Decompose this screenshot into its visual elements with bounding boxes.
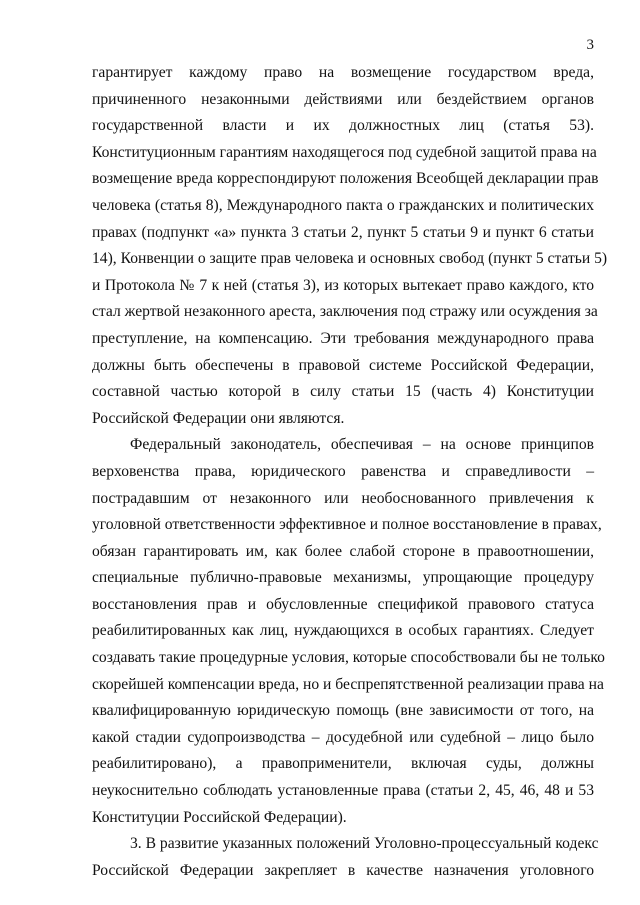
text-line: обязан гарантировать им, как более слабой стороне в правоотношении,: [92, 542, 594, 560]
text-line: какой стадии судопроизводства – досудебной или судебной – лицо было: [92, 728, 594, 746]
text-line: неукоснительно соблюдать установленные права (статьи 2, 45, 46, 48 и 53: [92, 782, 594, 800]
text-line: возмещение вреда корреспондируют положения Всеобщей декларации прав: [92, 170, 599, 188]
text-line: верховенства права, юридического равенства и справедливости –: [92, 462, 594, 480]
text-line: специальные публично-правовые механизмы, упрощающие процедуру: [92, 569, 594, 587]
text-line: должны быть обеспечены в правовой системе Российской Федерации,: [92, 356, 594, 374]
text-line: преступление, на компенсацию. Эти требования международного права: [92, 329, 594, 347]
text-line: восстановления прав и обусловленные спецификой правового статуса: [92, 595, 594, 613]
text-line: реабилитированных как лиц, нуждающихся в особых гарантиях. Следует: [92, 622, 594, 640]
text-line: пострадавшим от незаконного или необоснованного привлечения к: [92, 489, 594, 507]
text-line: Конституции Российской Федерации).: [92, 808, 347, 826]
text-line: Конституционным гарантиям находящегося под судебной защитой права на: [92, 143, 597, 161]
text-line: создавать такие процедурные условия, которые способствовали бы не только: [92, 649, 605, 667]
text-line: Российской Федерации закрепляет в качестве назначения уголовного: [92, 861, 594, 879]
text-line: 3. В развитие указанных положений Уголовно-процессуальный кодекс: [130, 835, 599, 853]
paragraph-3: [92, 831, 599, 884]
text-line: Российской Федерации они являются.: [92, 409, 345, 427]
text-line: стал жертвой незаконного ареста, заключения под стражу или осуждения за: [92, 303, 598, 321]
text-line: 14), Конвенции о защите прав человека и основных свобод (пункт 5 статьи 5): [92, 250, 608, 268]
text-line: и Протокола № 7 к ней (статья 3), из которых вытекает право каждого, кто: [92, 276, 594, 294]
text-line: уголовной ответственности эффективное и полное восстановление в правах,: [92, 516, 602, 534]
text-line: Федеральный законодатель, обеспечивая – на основе принципов: [130, 436, 594, 454]
text-line: причиненного незаконными действиями или бездействием органов: [92, 90, 594, 108]
text-line: гарантирует каждому право на возмещение государством вреда,: [92, 64, 594, 81]
page-number: 3: [586, 37, 594, 53]
text-line: реабилитировано), а правоприменители, включая суды, должны: [92, 755, 594, 773]
text-line: правах (подпункт «а» пункта 3 статьи 2, пункт 5 статьи 9 и пункт 6 статьи: [92, 223, 594, 241]
text-line: государственной власти и их должностных лиц (статья 53).: [92, 117, 594, 135]
paragraph-1: [92, 60, 608, 432]
paragraph-2: [92, 432, 605, 831]
text-line: квалифицированную юридическую помощь (вне зависимости от того, на: [92, 702, 594, 720]
text-line: составной частью которой в силу статьи 15 (часть 4) Конституции: [92, 383, 594, 401]
text-line: скорейшей компенсации вреда, но и беспрепятственной реализации права на: [92, 675, 604, 693]
document-body: [92, 60, 608, 884]
text-line: человека (статья 8), Международного пакта о гражданских и политических: [92, 196, 594, 214]
